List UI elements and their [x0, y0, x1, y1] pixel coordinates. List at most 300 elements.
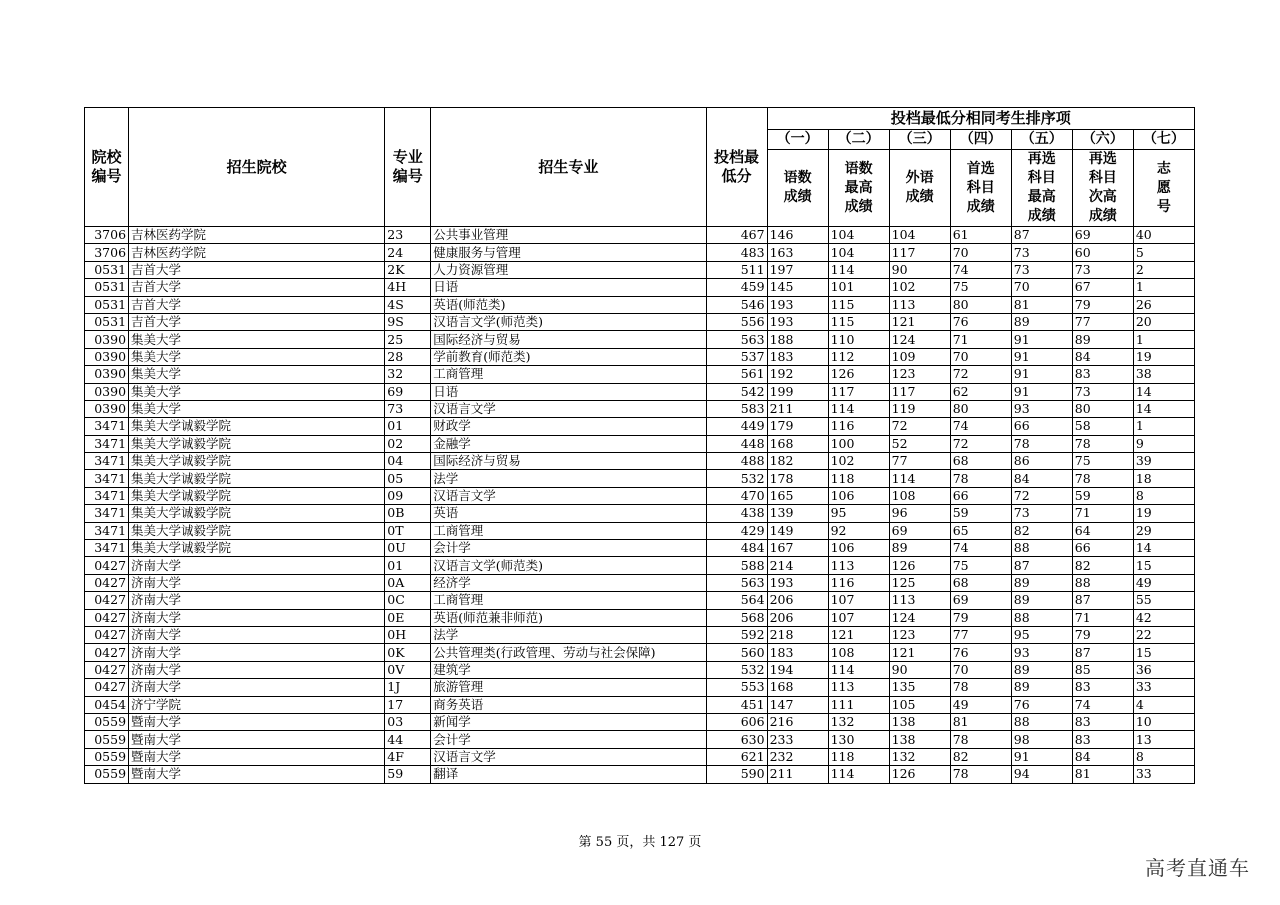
cell-school-code: 0390 [85, 366, 129, 383]
cell-school-code: 3471 [85, 418, 129, 435]
cell-chinese-math-max: 117 [828, 383, 889, 400]
cell-preference-no: 38 [1133, 366, 1194, 383]
cell-second-subject-next: 83 [1072, 731, 1133, 748]
cell-second-subject-max: 66 [1011, 418, 1072, 435]
cell-chinese-math-max: 113 [828, 557, 889, 574]
table-body [85, 227, 1195, 784]
cell-foreign-lang-score: 113 [889, 296, 950, 313]
cell-first-subject-score: 68 [950, 574, 1011, 591]
cell-school-name: 济南大学 [129, 609, 385, 626]
cell-major-name: 健康服务与管理 [431, 244, 706, 261]
cell-second-subject-next: 66 [1072, 540, 1133, 557]
cell-major-code: 05 [385, 470, 431, 487]
cell-major-code: 32 [385, 366, 431, 383]
cell-second-subject-max: 88 [1011, 609, 1072, 626]
table-row [85, 227, 1195, 244]
table-row [85, 766, 1195, 783]
cell-chinese-math-score: 183 [767, 348, 828, 365]
cell-preference-no: 49 [1133, 574, 1194, 591]
cell-school-name: 济南大学 [129, 592, 385, 609]
cell-chinese-math-score: 165 [767, 487, 828, 504]
cell-second-subject-next: 81 [1072, 766, 1133, 783]
cell-foreign-lang-score: 125 [889, 574, 950, 591]
cell-major-name: 旅游管理 [431, 679, 706, 696]
cell-min-score: 568 [706, 609, 767, 626]
cell-foreign-lang-score: 121 [889, 644, 950, 661]
cell-preference-no: 22 [1133, 626, 1194, 643]
cell-chinese-math-max: 121 [828, 626, 889, 643]
cell-second-subject-next: 64 [1072, 522, 1133, 539]
cell-preference-no: 1 [1133, 418, 1194, 435]
cell-chinese-math-max: 118 [828, 470, 889, 487]
cell-chinese-math-score: 168 [767, 435, 828, 452]
cell-major-code: 4H [385, 279, 431, 296]
cell-chinese-math-max: 114 [828, 400, 889, 417]
cell-school-name: 集美大学诚毅学院 [129, 418, 385, 435]
cell-school-name: 集美大学诚毅学院 [129, 435, 385, 452]
cell-second-subject-next: 83 [1072, 366, 1133, 383]
cell-min-score: 448 [706, 435, 767, 452]
cell-major-code: 17 [385, 696, 431, 713]
cell-school-name: 济南大学 [129, 644, 385, 661]
cell-preference-no: 14 [1133, 400, 1194, 417]
cell-school-code: 0559 [85, 731, 129, 748]
cell-school-name: 吉首大学 [129, 313, 385, 330]
page-number: 第 55 页，共 127 页 [578, 835, 702, 850]
header-school-name: 招生院校 [129, 108, 385, 227]
cell-second-subject-max: 91 [1011, 748, 1072, 765]
cell-chinese-math-score: 188 [767, 331, 828, 348]
cell-first-subject-score: 72 [950, 366, 1011, 383]
cell-school-name: 集美大学 [129, 383, 385, 400]
cell-school-code: 3706 [85, 244, 129, 261]
cell-second-subject-max: 72 [1011, 487, 1072, 504]
cell-min-score: 630 [706, 731, 767, 748]
cell-chinese-math-max: 111 [828, 696, 889, 713]
cell-first-subject-score: 49 [950, 696, 1011, 713]
cell-min-score: 532 [706, 470, 767, 487]
cell-school-code: 3471 [85, 487, 129, 504]
cell-chinese-math-max: 114 [828, 661, 889, 678]
cell-major-name: 会计学 [431, 731, 706, 748]
cell-chinese-math-max: 112 [828, 348, 889, 365]
cell-second-subject-next: 58 [1072, 418, 1133, 435]
cell-second-subject-next: 79 [1072, 296, 1133, 313]
header-sub-4: 首选科目成绩 [950, 150, 1011, 227]
cell-first-subject-score: 76 [950, 313, 1011, 330]
cell-foreign-lang-score: 77 [889, 453, 950, 470]
cell-preference-no: 15 [1133, 644, 1194, 661]
cell-school-code: 3471 [85, 453, 129, 470]
table-row [85, 383, 1195, 400]
cell-first-subject-score: 78 [950, 731, 1011, 748]
cell-chinese-math-score: 149 [767, 522, 828, 539]
table-row [85, 661, 1195, 678]
cell-foreign-lang-score: 123 [889, 366, 950, 383]
header-order-3: （三） [889, 130, 950, 150]
cell-major-code: 23 [385, 227, 431, 244]
table-row [85, 574, 1195, 591]
cell-first-subject-score: 69 [950, 592, 1011, 609]
cell-school-name: 吉林医药学院 [129, 227, 385, 244]
cell-second-subject-max: 95 [1011, 626, 1072, 643]
cell-first-subject-score: 68 [950, 453, 1011, 470]
cell-preference-no: 13 [1133, 731, 1194, 748]
cell-second-subject-next: 77 [1072, 313, 1133, 330]
cell-chinese-math-score: 192 [767, 366, 828, 383]
table-row [85, 557, 1195, 574]
cell-second-subject-max: 88 [1011, 713, 1072, 730]
cell-major-name: 工商管理 [431, 592, 706, 609]
cell-school-code: 0390 [85, 400, 129, 417]
cell-foreign-lang-score: 72 [889, 418, 950, 435]
cell-chinese-math-score: 147 [767, 696, 828, 713]
table-row [85, 366, 1195, 383]
cell-min-score: 546 [706, 296, 767, 313]
cell-second-subject-max: 78 [1011, 435, 1072, 452]
cell-foreign-lang-score: 102 [889, 279, 950, 296]
cell-major-name: 日语 [431, 279, 706, 296]
cell-chinese-math-score: 179 [767, 418, 828, 435]
cell-major-code: 04 [385, 453, 431, 470]
cell-major-name: 工商管理 [431, 366, 706, 383]
cell-school-code: 0427 [85, 557, 129, 574]
cell-major-code: 25 [385, 331, 431, 348]
cell-second-subject-next: 69 [1072, 227, 1133, 244]
cell-first-subject-score: 74 [950, 261, 1011, 278]
cell-foreign-lang-score: 123 [889, 626, 950, 643]
cell-major-code: 0C [385, 592, 431, 609]
cell-second-subject-next: 71 [1072, 609, 1133, 626]
cell-chinese-math-score: 199 [767, 383, 828, 400]
cell-second-subject-next: 59 [1072, 487, 1133, 504]
cell-school-name: 集美大学 [129, 348, 385, 365]
cell-min-score: 449 [706, 418, 767, 435]
cell-chinese-math-score: 193 [767, 574, 828, 591]
cell-second-subject-next: 78 [1072, 470, 1133, 487]
cell-major-code: 9S [385, 313, 431, 330]
cell-major-name: 法学 [431, 626, 706, 643]
cell-second-subject-max: 98 [1011, 731, 1072, 748]
cell-second-subject-max: 87 [1011, 227, 1072, 244]
header-order-4: （四） [950, 130, 1011, 150]
cell-major-name: 公共事业管理 [431, 227, 706, 244]
cell-first-subject-score: 62 [950, 383, 1011, 400]
cell-foreign-lang-score: 90 [889, 261, 950, 278]
cell-chinese-math-max: 116 [828, 574, 889, 591]
cell-first-subject-score: 81 [950, 713, 1011, 730]
cell-major-name: 英语(师范兼非师范) [431, 609, 706, 626]
cell-foreign-lang-score: 114 [889, 470, 950, 487]
cell-major-code: 03 [385, 713, 431, 730]
cell-second-subject-next: 74 [1072, 696, 1133, 713]
cell-school-code: 0427 [85, 679, 129, 696]
cell-school-name: 集美大学诚毅学院 [129, 540, 385, 557]
cell-foreign-lang-score: 108 [889, 487, 950, 504]
cell-chinese-math-max: 106 [828, 487, 889, 504]
cell-second-subject-next: 83 [1072, 713, 1133, 730]
table-row [85, 279, 1195, 296]
cell-chinese-math-score: 178 [767, 470, 828, 487]
cell-min-score: 556 [706, 313, 767, 330]
table-row [85, 261, 1195, 278]
cell-major-code: 09 [385, 487, 431, 504]
cell-school-code: 0427 [85, 592, 129, 609]
cell-school-code: 3471 [85, 470, 129, 487]
cell-second-subject-max: 76 [1011, 696, 1072, 713]
cell-chinese-math-score: 167 [767, 540, 828, 557]
header-sub-3: 外语成绩 [889, 150, 950, 227]
cell-preference-no: 40 [1133, 227, 1194, 244]
cell-foreign-lang-score: 89 [889, 540, 950, 557]
cell-school-code: 3706 [85, 227, 129, 244]
cell-chinese-math-score: 206 [767, 609, 828, 626]
cell-first-subject-score: 80 [950, 296, 1011, 313]
cell-foreign-lang-score: 138 [889, 713, 950, 730]
cell-school-name: 集美大学 [129, 366, 385, 383]
cell-preference-no: 4 [1133, 696, 1194, 713]
cell-school-name: 济南大学 [129, 661, 385, 678]
cell-chinese-math-max: 107 [828, 592, 889, 609]
cell-min-score: 563 [706, 574, 767, 591]
header-sub-1: 语数成绩 [767, 150, 828, 227]
cell-major-code: 0T [385, 522, 431, 539]
cell-second-subject-max: 89 [1011, 313, 1072, 330]
cell-school-name: 集美大学诚毅学院 [129, 522, 385, 539]
table-row [85, 731, 1195, 748]
cell-chinese-math-max: 100 [828, 435, 889, 452]
table-row [85, 505, 1195, 522]
cell-school-code: 0390 [85, 331, 129, 348]
cell-chinese-math-max: 104 [828, 244, 889, 261]
cell-foreign-lang-score: 119 [889, 400, 950, 417]
cell-chinese-math-score: 163 [767, 244, 828, 261]
cell-first-subject-score: 79 [950, 609, 1011, 626]
table-row [85, 748, 1195, 765]
cell-major-code: 02 [385, 435, 431, 452]
cell-chinese-math-max: 95 [828, 505, 889, 522]
cell-second-subject-next: 84 [1072, 348, 1133, 365]
cell-school-name: 集美大学诚毅学院 [129, 505, 385, 522]
cell-preference-no: 55 [1133, 592, 1194, 609]
cell-school-name: 吉首大学 [129, 261, 385, 278]
cell-chinese-math-max: 118 [828, 748, 889, 765]
cell-major-name: 翻译 [431, 766, 706, 783]
cell-first-subject-score: 74 [950, 418, 1011, 435]
cell-major-code: 69 [385, 383, 431, 400]
table-header [85, 108, 1195, 227]
cell-major-name: 国际经济与贸易 [431, 453, 706, 470]
cell-second-subject-next: 80 [1072, 400, 1133, 417]
cell-chinese-math-max: 106 [828, 540, 889, 557]
admission-score-table [84, 107, 1195, 784]
cell-major-name: 建筑学 [431, 661, 706, 678]
cell-major-name: 汉语言文学 [431, 487, 706, 504]
table-row [85, 313, 1195, 330]
table-row [85, 453, 1195, 470]
cell-foreign-lang-score: 69 [889, 522, 950, 539]
cell-second-subject-next: 78 [1072, 435, 1133, 452]
cell-preference-no: 15 [1133, 557, 1194, 574]
cell-major-code: 0V [385, 661, 431, 678]
cell-school-name: 集美大学 [129, 400, 385, 417]
cell-second-subject-next: 67 [1072, 279, 1133, 296]
cell-first-subject-score: 78 [950, 470, 1011, 487]
cell-foreign-lang-score: 135 [889, 679, 950, 696]
cell-foreign-lang-score: 105 [889, 696, 950, 713]
cell-major-code: 1J [385, 679, 431, 696]
cell-preference-no: 8 [1133, 487, 1194, 504]
cell-school-code: 0559 [85, 766, 129, 783]
cell-major-name: 财政学 [431, 418, 706, 435]
cell-second-subject-max: 88 [1011, 540, 1072, 557]
cell-foreign-lang-score: 124 [889, 609, 950, 626]
cell-school-code: 3471 [85, 505, 129, 522]
cell-chinese-math-score: 211 [767, 766, 828, 783]
cell-chinese-math-max: 110 [828, 331, 889, 348]
table-row [85, 609, 1195, 626]
cell-chinese-math-score: 214 [767, 557, 828, 574]
cell-chinese-math-max: 126 [828, 366, 889, 383]
cell-school-name: 集美大学诚毅学院 [129, 470, 385, 487]
cell-major-code: 2K [385, 261, 431, 278]
cell-chinese-math-max: 114 [828, 261, 889, 278]
cell-chinese-math-max: 115 [828, 313, 889, 330]
cell-preference-no: 29 [1133, 522, 1194, 539]
watermark-text: 高考直通车 [1145, 856, 1250, 880]
cell-second-subject-next: 73 [1072, 261, 1133, 278]
cell-min-score: 532 [706, 661, 767, 678]
cell-major-name: 法学 [431, 470, 706, 487]
cell-second-subject-next: 73 [1072, 383, 1133, 400]
cell-first-subject-score: 76 [950, 644, 1011, 661]
cell-min-score: 583 [706, 400, 767, 417]
cell-foreign-lang-score: 109 [889, 348, 950, 365]
table-row [85, 296, 1195, 313]
cell-min-score: 467 [706, 227, 767, 244]
table-row [85, 696, 1195, 713]
cell-major-code: 0K [385, 644, 431, 661]
cell-major-code: 24 [385, 244, 431, 261]
cell-min-score: 592 [706, 626, 767, 643]
cell-preference-no: 20 [1133, 313, 1194, 330]
cell-preference-no: 33 [1133, 679, 1194, 696]
cell-preference-no: 10 [1133, 713, 1194, 730]
cell-preference-no: 5 [1133, 244, 1194, 261]
cell-min-score: 429 [706, 522, 767, 539]
cell-preference-no: 9 [1133, 435, 1194, 452]
cell-chinese-math-score: 211 [767, 400, 828, 417]
cell-major-name: 金融学 [431, 435, 706, 452]
cell-chinese-math-score: 194 [767, 661, 828, 678]
cell-preference-no: 1 [1133, 279, 1194, 296]
cell-major-name: 新闻学 [431, 713, 706, 730]
cell-school-code: 0531 [85, 279, 129, 296]
cell-second-subject-next: 83 [1072, 679, 1133, 696]
cell-first-subject-score: 71 [950, 331, 1011, 348]
cell-second-subject-next: 88 [1072, 574, 1133, 591]
cell-school-name: 吉首大学 [129, 296, 385, 313]
header-sub-5: 再选科目最高成绩 [1011, 150, 1072, 227]
cell-major-name: 公共管理类(行政管理、劳动与社会保障) [431, 644, 706, 661]
cell-min-score: 459 [706, 279, 767, 296]
table-row [85, 487, 1195, 504]
cell-chinese-math-max: 102 [828, 453, 889, 470]
header-tie-break-title: 投档最低分相同考生排序项 [767, 108, 1194, 130]
cell-preference-no: 36 [1133, 661, 1194, 678]
cell-major-name: 经济学 [431, 574, 706, 591]
cell-second-subject-max: 91 [1011, 331, 1072, 348]
cell-chinese-math-score: 183 [767, 644, 828, 661]
cell-school-name: 集美大学诚毅学院 [129, 487, 385, 504]
cell-major-name: 汉语言文学(师范类) [431, 557, 706, 574]
cell-major-name: 英语 [431, 505, 706, 522]
cell-major-name: 国际经济与贸易 [431, 331, 706, 348]
cell-chinese-math-score: 233 [767, 731, 828, 748]
cell-chinese-math-max: 132 [828, 713, 889, 730]
cell-first-subject-score: 70 [950, 661, 1011, 678]
cell-school-code: 0390 [85, 383, 129, 400]
cell-school-name: 集美大学诚毅学院 [129, 453, 385, 470]
cell-min-score: 553 [706, 679, 767, 696]
table-row [85, 470, 1195, 487]
cell-min-score: 563 [706, 331, 767, 348]
cell-foreign-lang-score: 126 [889, 557, 950, 574]
cell-major-name: 商务英语 [431, 696, 706, 713]
header-school-code: 院校编号 [85, 108, 129, 227]
cell-second-subject-max: 91 [1011, 383, 1072, 400]
header-order-7: （七） [1133, 130, 1194, 150]
cell-major-name: 汉语言文学 [431, 400, 706, 417]
cell-major-code: 0U [385, 540, 431, 557]
cell-foreign-lang-score: 138 [889, 731, 950, 748]
cell-min-score: 484 [706, 540, 767, 557]
cell-major-name: 人力资源管理 [431, 261, 706, 278]
cell-foreign-lang-score: 132 [889, 748, 950, 765]
cell-second-subject-next: 85 [1072, 661, 1133, 678]
cell-chinese-math-max: 115 [828, 296, 889, 313]
cell-preference-no: 8 [1133, 748, 1194, 765]
cell-foreign-lang-score: 113 [889, 592, 950, 609]
cell-school-code: 0427 [85, 574, 129, 591]
cell-second-subject-max: 89 [1011, 679, 1072, 696]
cell-second-subject-max: 89 [1011, 574, 1072, 591]
cell-foreign-lang-score: 117 [889, 383, 950, 400]
cell-chinese-math-max: 104 [828, 227, 889, 244]
cell-major-code: 01 [385, 557, 431, 574]
cell-first-subject-score: 78 [950, 679, 1011, 696]
cell-major-name: 汉语言文学(师范类) [431, 313, 706, 330]
cell-school-name: 暨南大学 [129, 731, 385, 748]
cell-school-code: 3471 [85, 540, 129, 557]
cell-major-code: 0A [385, 574, 431, 591]
cell-second-subject-next: 79 [1072, 626, 1133, 643]
cell-second-subject-next: 87 [1072, 644, 1133, 661]
cell-preference-no: 19 [1133, 348, 1194, 365]
cell-min-score: 488 [706, 453, 767, 470]
cell-first-subject-score: 66 [950, 487, 1011, 504]
cell-chinese-math-max: 92 [828, 522, 889, 539]
table-row [85, 522, 1195, 539]
cell-school-code: 0427 [85, 609, 129, 626]
cell-chinese-math-score: 206 [767, 592, 828, 609]
table-row [85, 626, 1195, 643]
cell-second-subject-next: 84 [1072, 748, 1133, 765]
cell-min-score: 542 [706, 383, 767, 400]
cell-school-name: 暨南大学 [129, 713, 385, 730]
cell-school-code: 0559 [85, 748, 129, 765]
cell-first-subject-score: 75 [950, 557, 1011, 574]
